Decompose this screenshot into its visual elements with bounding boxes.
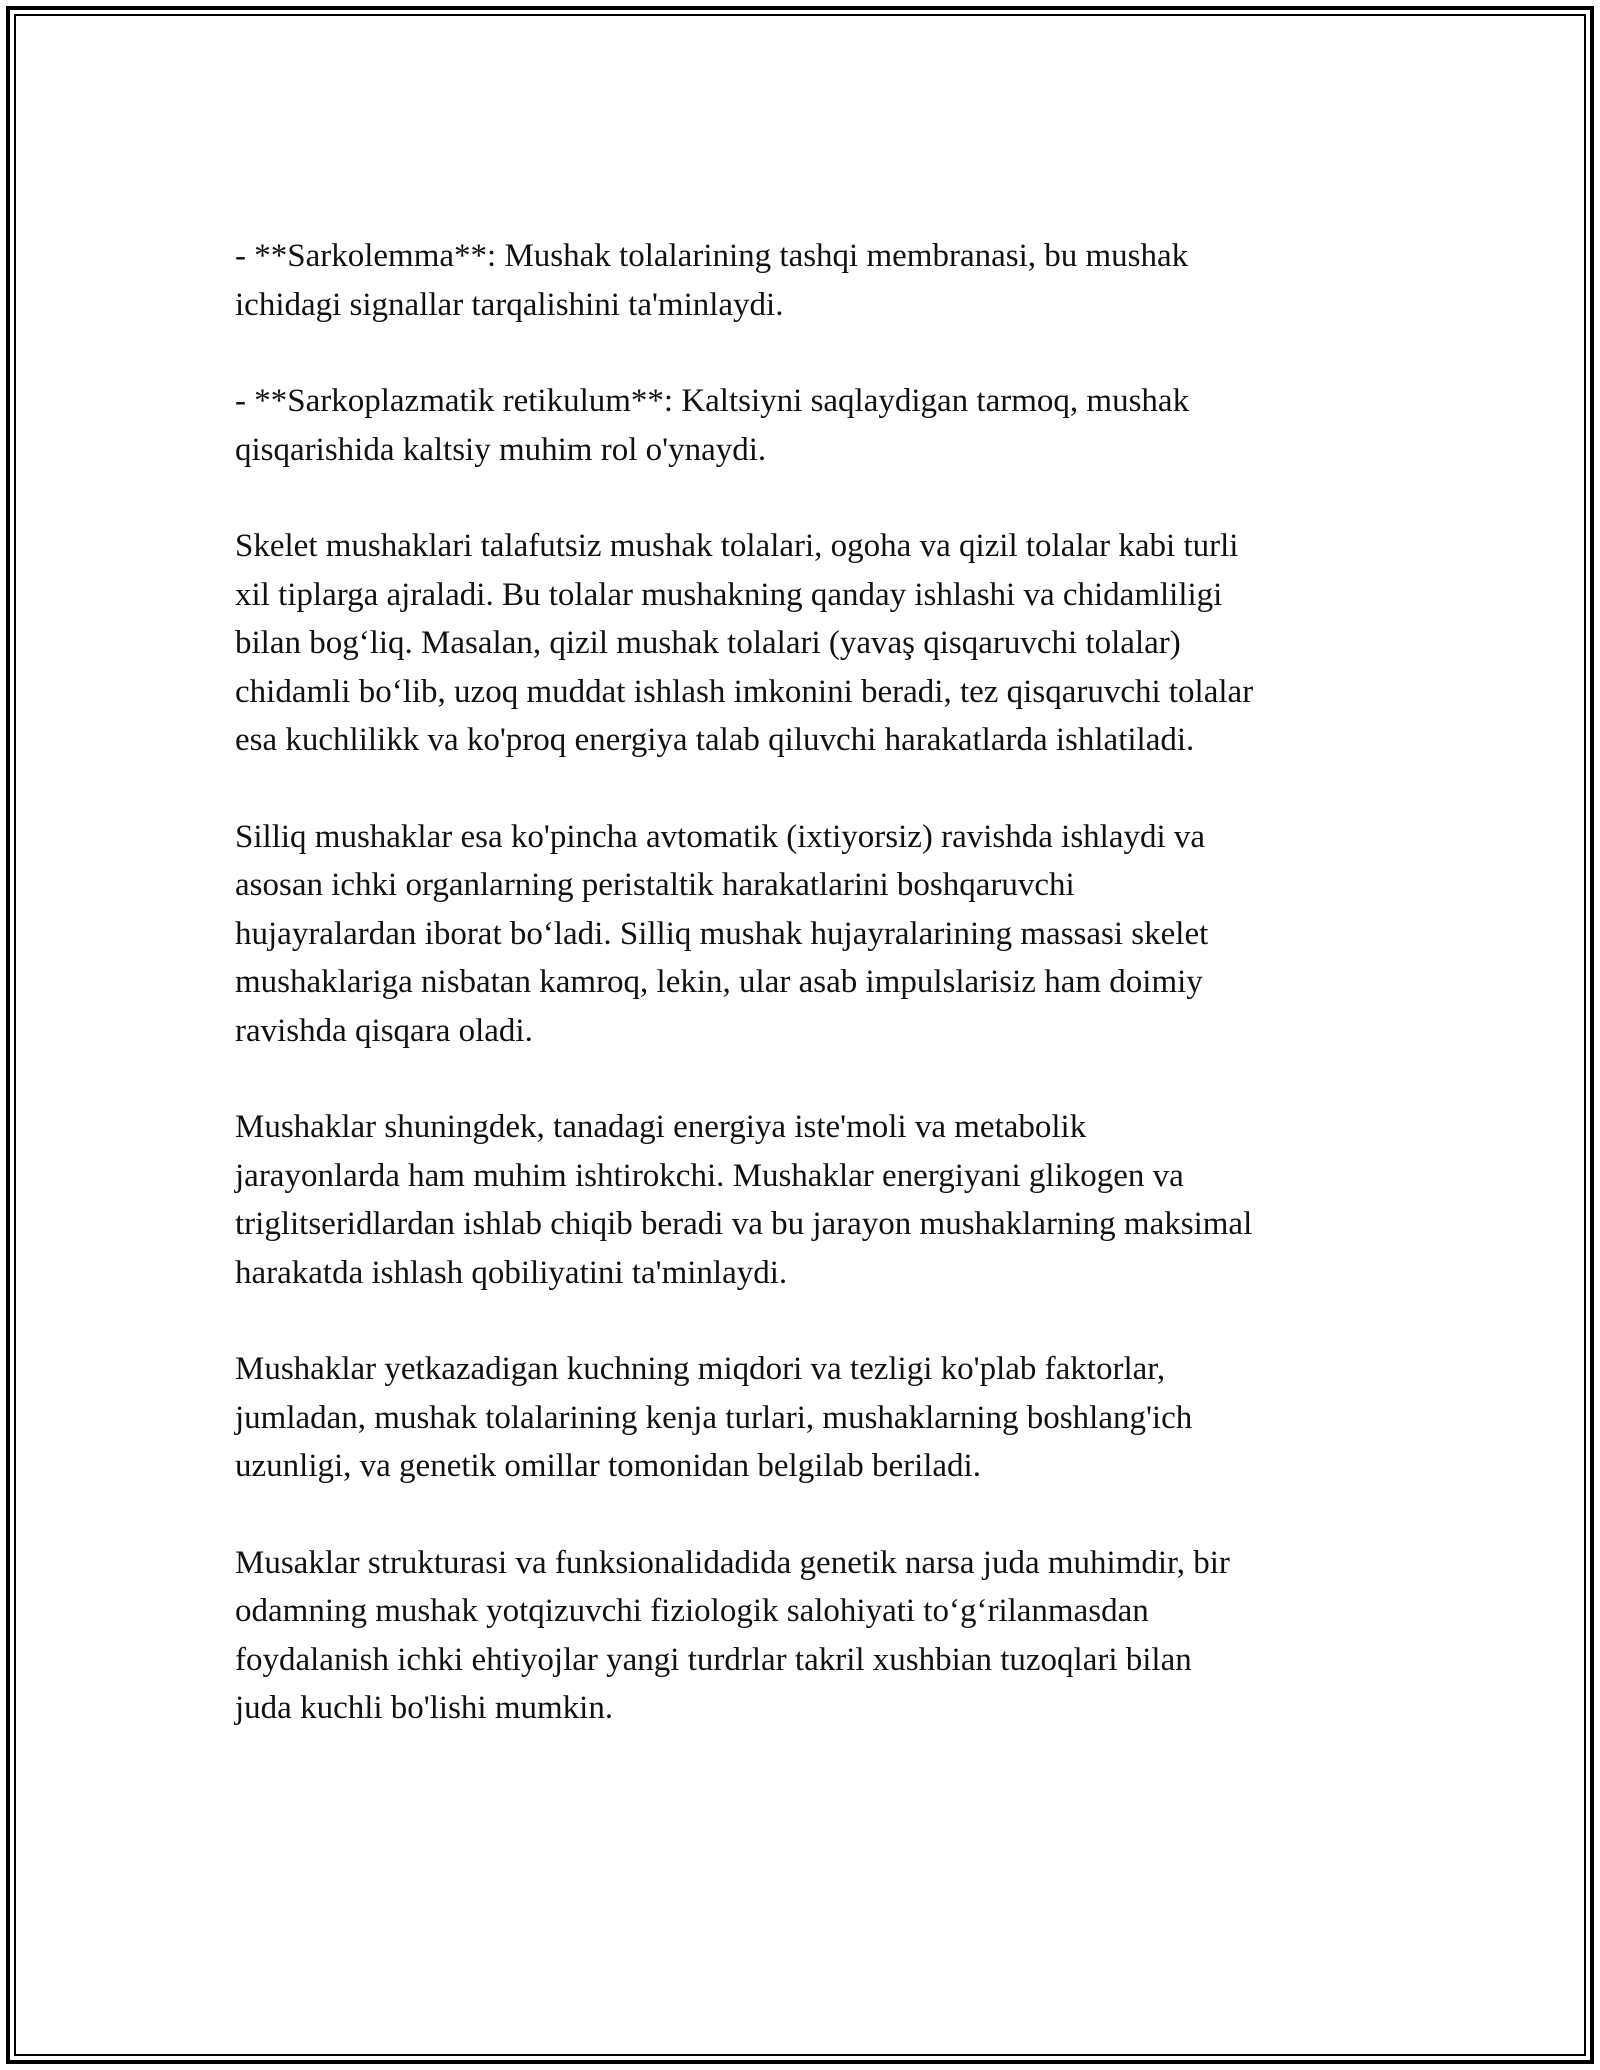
text-line: esa kuchlilikk va ko'proq energiya talab qiluvchi harakatlarda ishlatiladi. xyxy=(235,722,1195,758)
text-line: Mushaklar yetkazadigan kuchning miqdori va tezligi ko'plab faktorlar, xyxy=(235,1351,1166,1387)
paragraph-energiya xyxy=(235,1103,1375,1297)
text-line: - **Sarkoplazmatik retikulum**: Kaltsiyni saqlaydigan tarmoq, mushak xyxy=(235,383,1190,419)
text-line: Silliq mushaklar esa ko'pincha avtomatik (ixtiyorsiz) ravishda ishlaydi va xyxy=(235,818,1206,855)
text-line: Skelet mushaklari talafutsiz mushak tolalari, ogoha va qizil tolalar kabi turli xyxy=(235,528,1239,564)
text-line: ichidagi signallar tarqalishini ta'minlaydi. xyxy=(235,286,784,323)
text-line: jumladan, mushak tolalarining kenja turlari, mushaklarning boshlang'ich xyxy=(235,1399,1193,1436)
text-line: odamning mushak yotqizuvchi fiziologik salohiyati to‘g‘rilanmasdan xyxy=(235,1593,1149,1629)
text-line: ravishda qisqara oladi. xyxy=(235,1012,533,1049)
text-line: chidamli bo‘lib, uzoq muddat ishlash imkonini beradi, tez qisqaruvchi tolalar xyxy=(235,673,1254,710)
text-line: uzunligi, va genetik omillar tomonidan belgilab beriladi. xyxy=(235,1448,981,1484)
text-line: mushaklariga nisbatan kamroq, lekin, ular asab impulslarisiz ham doimiy xyxy=(235,964,1203,1000)
text-line: juda kuchli bo'lishi mumkin. xyxy=(235,1690,614,1726)
paragraph-sarkolemma xyxy=(235,232,1375,329)
text-line: harakatda ishlash qobiliyatini ta'minlaydi. xyxy=(235,1254,788,1291)
paragraph-sarkoplazmatik-retikulum xyxy=(235,377,1375,474)
text-line: Musaklar strukturasi va funksionalidadida genetik narsa juda muhimdir, bir xyxy=(235,1544,1230,1581)
text-line: xil tiplarga ajraladi. Bu tolalar mushakning qanday ishlashi va chidamliligi xyxy=(235,576,1223,613)
text-line: - **Sarkolemma**: Mushak tolalarining tashqi membranasi, bu mushak xyxy=(235,238,1189,274)
text-line: Mushaklar shuningdek, tanadagi energiya iste'moli va metabolik xyxy=(235,1109,1087,1145)
paragraph-skelet-mushaklari xyxy=(235,522,1375,765)
paragraph-genetik xyxy=(235,1539,1375,1733)
paragraph-silliq-mushaklar xyxy=(235,813,1375,1056)
paragraph-kuch-va-tezlik xyxy=(235,1345,1375,1491)
text-line: asosan ichki organlarning peristaltik harakatlarini boshqaruvchi xyxy=(235,867,1075,903)
text-line: triglitseridlardan ishlab chiqib beradi va bu jarayon mushaklarning maksimal xyxy=(235,1206,1253,1242)
document-body xyxy=(235,232,1375,1781)
text-line: hujayralardan iborat bo‘ladi. Silliq mushak hujayralarining massasi skelet xyxy=(235,915,1209,952)
text-line: foydalanish ichki ehtiyojlar yangi turdrlar takril xushbian tuzoqlari bilan xyxy=(235,1641,1192,1678)
text-line: qisqarishida kaltsiy muhim rol o'ynaydi. xyxy=(235,431,767,468)
text-line: jarayonlarda ham muhim ishtirokchi. Mushaklar energiyani glikogen va xyxy=(235,1157,1184,1194)
text-line: bilan bog‘liq. Masalan, qizil mushak tolalari (yavaş qisqaruvchi tolalar) xyxy=(235,625,1181,661)
